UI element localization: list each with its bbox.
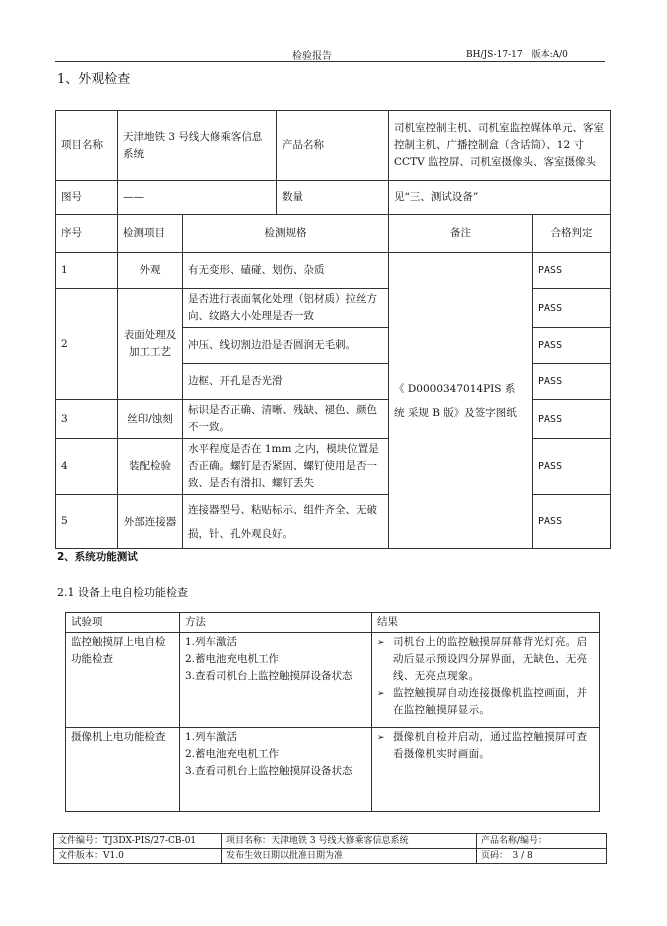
row-item: 外观 bbox=[118, 253, 183, 289]
row-result: PASS bbox=[533, 328, 611, 364]
row-no: 3 bbox=[56, 400, 118, 439]
row-item: 表面处理及加工工艺 bbox=[118, 289, 183, 400]
row-no: 2 bbox=[56, 289, 118, 400]
method-step: 2.蓄电池充电机工作 bbox=[185, 653, 280, 665]
result-text: 司机台上的监控触摸屏屏幕背光灯亮。启动后显示预设四分屏界面，无缺色、无亮线、无亮点现象。 bbox=[393, 636, 588, 682]
table-row bbox=[66, 728, 600, 812]
row-item: 装配检验 bbox=[118, 439, 183, 495]
method-list bbox=[180, 728, 372, 812]
row-spec: 标识是否正确、清晰、残缺、褪色、颜色不一致。 bbox=[183, 400, 389, 439]
method-step: 3.查看司机台上监控触摸屏设备状态 bbox=[185, 765, 353, 777]
row-result: PASS bbox=[533, 253, 611, 289]
result-bullet bbox=[377, 729, 594, 763]
row-spec: 边框、开孔是否光滑 bbox=[183, 364, 389, 400]
report-header-title: 检验报告 bbox=[292, 51, 332, 62]
product-label: 产品名称 bbox=[277, 111, 389, 181]
report-header-code: BH/JS-17-17 版本:A/0 bbox=[466, 50, 568, 60]
header-divider bbox=[55, 61, 605, 62]
method-list bbox=[180, 633, 372, 728]
result-list bbox=[372, 728, 600, 812]
row-result: PASS bbox=[533, 439, 611, 495]
row-item: 丝印/蚀刻 bbox=[118, 400, 183, 439]
quantity-value: 见“三、测试设备” bbox=[389, 181, 611, 215]
footer-effective-date: 发布生效日期以批准日期为准 bbox=[222, 849, 477, 864]
arrow-bullet-icon: ➢ bbox=[377, 638, 385, 648]
row-result: PASS bbox=[533, 364, 611, 400]
section2-1-heading: 2.1 设备上电自检功能检查 bbox=[57, 586, 188, 599]
section1-heading: 1、外观检查 bbox=[57, 72, 131, 87]
row-no: 5 bbox=[56, 495, 118, 549]
project-value: 天津地铁 3 号线大修乘客信息系统 bbox=[118, 111, 277, 181]
row-no: 4 bbox=[56, 439, 118, 495]
drawing-row bbox=[56, 181, 611, 215]
row-result: PASS bbox=[533, 400, 611, 439]
result-bullet bbox=[377, 685, 594, 719]
footer-page-number: 页码： 3 / 8 bbox=[477, 849, 607, 864]
product-value: 司机室控制主机、司机室监控媒体单元、客室控制主机、广播控制盒（含话筒）、12 寸 CCTV 监控屏、司机室摄像头、客室摄像头 bbox=[389, 111, 611, 181]
row-result: PASS bbox=[533, 495, 611, 549]
arrow-bullet-icon: ➢ bbox=[377, 689, 385, 699]
row-result: PASS bbox=[533, 289, 611, 328]
footer-file-no: 文件编号：TJ3DX-PIS/27-CB-01 bbox=[54, 834, 222, 849]
test-item: 监控触摸屏上电自检功能检查 bbox=[66, 633, 180, 728]
self-check-table bbox=[65, 612, 600, 812]
col-header-result: 结果 bbox=[372, 613, 600, 633]
arrow-bullet-icon: ➢ bbox=[377, 733, 385, 743]
result-text: 监控触摸屏自动连接摄像机监控画面，并在监控触摸屏显示。 bbox=[393, 687, 588, 716]
method-step: 3.查看司机台上监控触摸屏设备状态 bbox=[185, 670, 353, 682]
project-info-row bbox=[56, 111, 611, 181]
col-header-item: 检测项目 bbox=[118, 215, 183, 253]
table-row bbox=[66, 633, 600, 728]
row-no: 1 bbox=[56, 253, 118, 289]
test-item: 摄像机上电功能检查 bbox=[66, 728, 180, 812]
method-step: 2.蓄电池充电机工作 bbox=[185, 748, 280, 760]
method-step: 1.列车激活 bbox=[185, 731, 238, 743]
result-list bbox=[372, 633, 600, 728]
remark-cell: 《 D0000347014PIS 系 统 采规 B 版》及签字图纸 bbox=[389, 253, 533, 549]
result-bullet bbox=[377, 634, 594, 685]
row-spec: 是否进行表面氧化处理（铝材质）拉丝方向、纹路大小处理是否一致 bbox=[183, 289, 389, 328]
table-row bbox=[56, 253, 611, 289]
row-spec: 连接器型号、粘贴标示、组件齐全、无破损，针、孔外观良好。 bbox=[183, 495, 389, 549]
col-header-result: 合格判定 bbox=[533, 215, 611, 253]
appearance-inspection-table bbox=[55, 110, 611, 549]
drawing-label: 图号 bbox=[56, 181, 118, 215]
project-label: 项目名称 bbox=[56, 111, 118, 181]
section2-heading: 2、系统功能测试 bbox=[57, 551, 138, 563]
row-item: 外部连接器 bbox=[118, 495, 183, 549]
page-footer bbox=[53, 833, 607, 864]
result-text: 摄像机自检并启动，通过监控触摸屏可查看摄像机实时画面。 bbox=[393, 731, 588, 760]
method-step: 1.列车激活 bbox=[185, 636, 238, 648]
drawing-value: —— bbox=[118, 181, 277, 215]
row-spec: 冲压、线切割边沿是否圆润无毛刺。 bbox=[183, 328, 389, 364]
col-header-test-item: 试验项 bbox=[66, 613, 180, 633]
quantity-label: 数量 bbox=[277, 181, 389, 215]
row-spec: 有无变形、磕碰、划伤、杂质 bbox=[183, 253, 389, 289]
row-spec: 水平程度是否在 1mm 之内，模块位置是否正确。螺钉是否紧固、螺钉使用是否一致、是否有滑扣、螺钉丢失 bbox=[183, 439, 389, 495]
column-header-row bbox=[66, 613, 600, 633]
col-header-no: 序号 bbox=[56, 215, 118, 253]
column-header-row bbox=[56, 215, 611, 253]
footer-version: 文件版本：V1.0 bbox=[54, 849, 222, 864]
footer-product: 产品名称/编号： bbox=[477, 834, 607, 849]
col-header-spec: 检测规格 bbox=[183, 215, 389, 253]
footer-project: 项目名称：天津地铁 3 号线大修乘客信息系统 bbox=[222, 834, 477, 849]
col-header-method: 方法 bbox=[180, 613, 372, 633]
col-header-remark: 备注 bbox=[389, 215, 533, 253]
